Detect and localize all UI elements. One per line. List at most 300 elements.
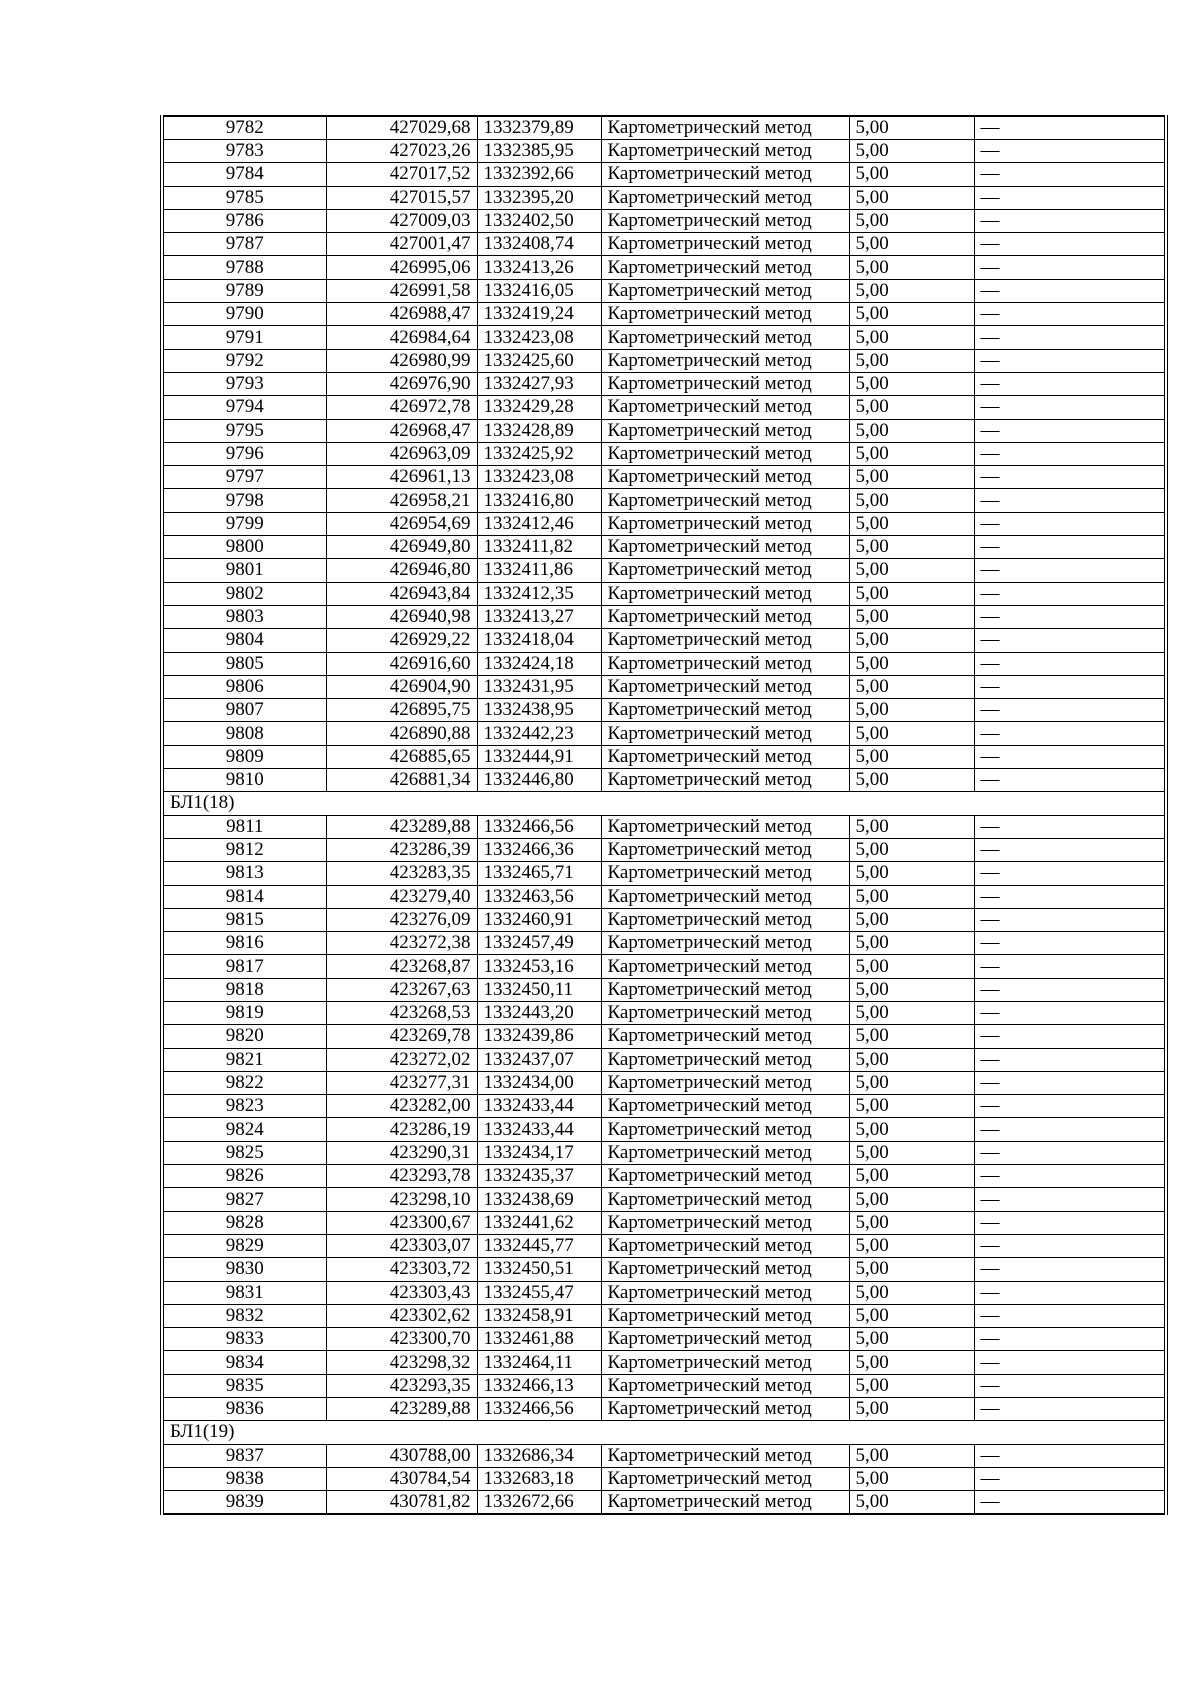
table-row — [162, 1025, 1166, 1048]
point-number-cell: 9785 — [162, 186, 326, 209]
method-cell: Картометрический метод — [601, 489, 849, 512]
accuracy-cell: 5,00 — [849, 675, 974, 698]
y-coordinate-cell: 1332411,86 — [477, 559, 601, 582]
method-cell: Картометрический метод — [601, 116, 849, 140]
table-row — [162, 396, 1166, 419]
description-cell: — — [974, 1141, 1166, 1164]
point-number-cell: 9796 — [162, 442, 326, 465]
x-coordinate-cell: 426916,60 — [326, 652, 477, 675]
description-cell: — — [974, 536, 1166, 559]
accuracy-cell: 5,00 — [849, 1374, 974, 1397]
table-row — [162, 1258, 1166, 1281]
table-row — [162, 163, 1166, 186]
accuracy-cell: 5,00 — [849, 489, 974, 512]
y-coordinate-cell: 1332408,74 — [477, 233, 601, 256]
point-number-cell: 9823 — [162, 1095, 326, 1118]
x-coordinate-cell: 426995,06 — [326, 256, 477, 279]
method-cell: Картометрический метод — [601, 349, 849, 372]
table-row — [162, 722, 1166, 745]
point-number-cell: 9822 — [162, 1071, 326, 1094]
accuracy-cell: 5,00 — [849, 1001, 974, 1024]
method-cell: Картометрический метод — [601, 372, 849, 395]
description-cell: — — [974, 1351, 1166, 1374]
x-coordinate-cell: 426958,21 — [326, 489, 477, 512]
point-number-cell: 9808 — [162, 722, 326, 745]
description-cell: — — [974, 1001, 1166, 1024]
y-coordinate-cell: 1332428,89 — [477, 419, 601, 442]
x-coordinate-cell: 423286,19 — [326, 1118, 477, 1141]
table-row — [162, 1374, 1166, 1397]
y-coordinate-cell: 1332455,47 — [477, 1281, 601, 1304]
accuracy-cell: 5,00 — [849, 209, 974, 232]
x-coordinate-cell: 426940,98 — [326, 605, 477, 628]
y-coordinate-cell: 1332412,35 — [477, 582, 601, 605]
accuracy-cell: 5,00 — [849, 1025, 974, 1048]
x-coordinate-cell: 423286,39 — [326, 838, 477, 861]
y-coordinate-cell: 1332431,95 — [477, 675, 601, 698]
table-row — [162, 419, 1166, 442]
group-header-row — [162, 1421, 1166, 1444]
y-coordinate-cell: 1332425,60 — [477, 349, 601, 372]
method-cell: Картометрический метод — [601, 1398, 849, 1421]
description-cell: — — [974, 466, 1166, 489]
y-coordinate-cell: 1332402,50 — [477, 209, 601, 232]
point-number-cell: 9837 — [162, 1444, 326, 1467]
table-row — [162, 326, 1166, 349]
x-coordinate-cell: 426976,90 — [326, 372, 477, 395]
accuracy-cell: 5,00 — [849, 559, 974, 582]
description-cell: — — [974, 745, 1166, 768]
description-cell: — — [974, 1444, 1166, 1467]
x-coordinate-cell: 427029,68 — [326, 116, 477, 140]
x-coordinate-cell: 426943,84 — [326, 582, 477, 605]
table-row — [162, 256, 1166, 279]
method-cell: Картометрический метод — [601, 1071, 849, 1094]
accuracy-cell: 5,00 — [849, 442, 974, 465]
accuracy-cell: 5,00 — [849, 838, 974, 861]
point-number-cell: 9832 — [162, 1304, 326, 1327]
table-row — [162, 838, 1166, 861]
x-coordinate-cell: 427015,57 — [326, 186, 477, 209]
method-cell: Картометрический метод — [601, 186, 849, 209]
table-row — [162, 1491, 1166, 1515]
method-cell: Картометрический метод — [601, 862, 849, 885]
x-coordinate-cell: 423300,67 — [326, 1211, 477, 1234]
table-row — [162, 303, 1166, 326]
y-coordinate-cell: 1332672,66 — [477, 1491, 601, 1515]
point-number-cell: 9826 — [162, 1165, 326, 1188]
method-cell: Картометрический метод — [601, 1211, 849, 1234]
y-coordinate-cell: 1332443,20 — [477, 1001, 601, 1024]
point-number-cell: 9791 — [162, 326, 326, 349]
accuracy-cell: 5,00 — [849, 1118, 974, 1141]
description-cell: — — [974, 955, 1166, 978]
accuracy-cell: 5,00 — [849, 955, 974, 978]
table-row — [162, 116, 1166, 140]
description-cell: — — [974, 838, 1166, 861]
table-row — [162, 1095, 1166, 1118]
x-coordinate-cell: 423298,10 — [326, 1188, 477, 1211]
table-row — [162, 932, 1166, 955]
table-row — [162, 349, 1166, 372]
method-cell: Картометрический метод — [601, 303, 849, 326]
accuracy-cell: 5,00 — [849, 605, 974, 628]
x-coordinate-cell: 423303,43 — [326, 1281, 477, 1304]
x-coordinate-cell: 426954,69 — [326, 512, 477, 535]
x-coordinate-cell: 423303,07 — [326, 1234, 477, 1257]
method-cell: Картометрический метод — [601, 1165, 849, 1188]
x-coordinate-cell: 430788,00 — [326, 1444, 477, 1467]
x-coordinate-cell: 426929,22 — [326, 629, 477, 652]
x-coordinate-cell: 423277,31 — [326, 1071, 477, 1094]
table-row — [162, 1304, 1166, 1327]
point-number-cell: 9792 — [162, 349, 326, 372]
table-row — [162, 1048, 1166, 1071]
description-cell: — — [974, 1467, 1166, 1490]
point-number-cell: 9787 — [162, 233, 326, 256]
y-coordinate-cell: 1332460,91 — [477, 908, 601, 931]
x-coordinate-cell: 426885,65 — [326, 745, 477, 768]
table-row — [162, 536, 1166, 559]
x-coordinate-cell: 427017,52 — [326, 163, 477, 186]
point-number-cell: 9798 — [162, 489, 326, 512]
accuracy-cell: 5,00 — [849, 722, 974, 745]
y-coordinate-cell: 1332433,44 — [477, 1095, 601, 1118]
y-coordinate-cell: 1332411,82 — [477, 536, 601, 559]
description-cell: — — [974, 489, 1166, 512]
point-number-cell: 9829 — [162, 1234, 326, 1257]
description-cell: — — [974, 605, 1166, 628]
description-cell: — — [974, 978, 1166, 1001]
y-coordinate-cell: 1332466,36 — [477, 838, 601, 861]
accuracy-cell: 5,00 — [849, 652, 974, 675]
method-cell: Картометрический метод — [601, 209, 849, 232]
group-label: БЛ1(18) — [162, 792, 1166, 815]
x-coordinate-cell: 430784,54 — [326, 1467, 477, 1490]
y-coordinate-cell: 1332465,71 — [477, 862, 601, 885]
method-cell: Картометрический метод — [601, 652, 849, 675]
point-number-cell: 9830 — [162, 1258, 326, 1281]
x-coordinate-cell: 423289,88 — [326, 815, 477, 838]
table-row — [162, 1444, 1166, 1467]
table-row — [162, 629, 1166, 652]
description-cell: — — [974, 1398, 1166, 1421]
y-coordinate-cell: 1332412,46 — [477, 512, 601, 535]
accuracy-cell: 5,00 — [849, 140, 974, 163]
x-coordinate-cell: 426968,47 — [326, 419, 477, 442]
description-cell: — — [974, 1234, 1166, 1257]
accuracy-cell: 5,00 — [849, 1467, 974, 1490]
description-cell: — — [974, 279, 1166, 302]
accuracy-cell: 5,00 — [849, 279, 974, 302]
y-coordinate-cell: 1332419,24 — [477, 303, 601, 326]
y-coordinate-cell: 1332466,13 — [477, 1374, 601, 1397]
y-coordinate-cell: 1332438,69 — [477, 1188, 601, 1211]
y-coordinate-cell: 1332385,95 — [477, 140, 601, 163]
accuracy-cell: 5,00 — [849, 116, 974, 140]
point-number-cell: 9784 — [162, 163, 326, 186]
table-row — [162, 769, 1166, 792]
x-coordinate-cell: 426904,90 — [326, 675, 477, 698]
method-cell: Картометрический метод — [601, 1328, 849, 1351]
method-cell: Картометрический метод — [601, 442, 849, 465]
method-cell: Картометрический метод — [601, 955, 849, 978]
table-row — [162, 1188, 1166, 1211]
method-cell: Картометрический метод — [601, 419, 849, 442]
description-cell: — — [974, 1211, 1166, 1234]
point-number-cell: 9802 — [162, 582, 326, 605]
point-number-cell: 9803 — [162, 605, 326, 628]
y-coordinate-cell: 1332466,56 — [477, 815, 601, 838]
table-row — [162, 372, 1166, 395]
description-cell: — — [974, 908, 1166, 931]
accuracy-cell: 5,00 — [849, 1048, 974, 1071]
y-coordinate-cell: 1332450,11 — [477, 978, 601, 1001]
method-cell: Картометрический метод — [601, 978, 849, 1001]
table-row — [162, 489, 1166, 512]
table-row — [162, 140, 1166, 163]
point-number-cell: 9810 — [162, 769, 326, 792]
y-coordinate-cell: 1332445,77 — [477, 1234, 601, 1257]
method-cell: Картометрический метод — [601, 885, 849, 908]
point-number-cell: 9818 — [162, 978, 326, 1001]
description-cell: — — [974, 1071, 1166, 1094]
point-number-cell: 9824 — [162, 1118, 326, 1141]
y-coordinate-cell: 1332434,00 — [477, 1071, 601, 1094]
point-number-cell: 9807 — [162, 699, 326, 722]
method-cell: Картометрический метод — [601, 722, 849, 745]
method-cell: Картометрический метод — [601, 699, 849, 722]
description-cell: — — [974, 1095, 1166, 1118]
accuracy-cell: 5,00 — [849, 396, 974, 419]
y-coordinate-cell: 1332464,11 — [477, 1351, 601, 1374]
point-number-cell: 9836 — [162, 1398, 326, 1421]
description-cell: — — [974, 1048, 1166, 1071]
accuracy-cell: 5,00 — [849, 932, 974, 955]
table-row — [162, 675, 1166, 698]
accuracy-cell: 5,00 — [849, 256, 974, 279]
table-row — [162, 1071, 1166, 1094]
y-coordinate-cell: 1332466,56 — [477, 1398, 601, 1421]
x-coordinate-cell: 427001,47 — [326, 233, 477, 256]
accuracy-cell: 5,00 — [849, 1095, 974, 1118]
description-cell: — — [974, 699, 1166, 722]
x-coordinate-cell: 427023,26 — [326, 140, 477, 163]
method-cell: Картометрический метод — [601, 629, 849, 652]
method-cell: Картометрический метод — [601, 1304, 849, 1327]
description-cell: — — [974, 256, 1166, 279]
description-cell: — — [974, 186, 1166, 209]
accuracy-cell: 5,00 — [849, 1351, 974, 1374]
accuracy-cell: 5,00 — [849, 1165, 974, 1188]
y-coordinate-cell: 1332463,56 — [477, 885, 601, 908]
y-coordinate-cell: 1332395,20 — [477, 186, 601, 209]
description-cell: — — [974, 442, 1166, 465]
table-row — [162, 699, 1166, 722]
accuracy-cell: 5,00 — [849, 699, 974, 722]
x-coordinate-cell: 426984,64 — [326, 326, 477, 349]
point-number-cell: 9827 — [162, 1188, 326, 1211]
table-row — [162, 1211, 1166, 1234]
y-coordinate-cell: 1332424,18 — [477, 652, 601, 675]
table-row — [162, 1118, 1166, 1141]
description-cell: — — [974, 582, 1166, 605]
point-number-cell: 9814 — [162, 885, 326, 908]
method-cell: Картометрический метод — [601, 1234, 849, 1257]
accuracy-cell: 5,00 — [849, 1491, 974, 1515]
point-number-cell: 9783 — [162, 140, 326, 163]
accuracy-cell: 5,00 — [849, 536, 974, 559]
y-coordinate-cell: 1332433,44 — [477, 1118, 601, 1141]
accuracy-cell: 5,00 — [849, 186, 974, 209]
description-cell: — — [974, 675, 1166, 698]
point-number-cell: 9819 — [162, 1001, 326, 1024]
accuracy-cell: 5,00 — [849, 862, 974, 885]
x-coordinate-cell: 423268,53 — [326, 1001, 477, 1024]
y-coordinate-cell: 1332446,80 — [477, 769, 601, 792]
point-number-cell: 9788 — [162, 256, 326, 279]
method-cell: Картометрический метод — [601, 466, 849, 489]
accuracy-cell: 5,00 — [849, 745, 974, 768]
method-cell: Картометрический метод — [601, 932, 849, 955]
method-cell: Картометрический метод — [601, 1351, 849, 1374]
accuracy-cell: 5,00 — [849, 885, 974, 908]
table-row — [162, 745, 1166, 768]
group-header-row — [162, 792, 1166, 815]
point-number-cell: 9839 — [162, 1491, 326, 1515]
point-number-cell: 9809 — [162, 745, 326, 768]
y-coordinate-cell: 1332444,91 — [477, 745, 601, 768]
point-number-cell: 9820 — [162, 1025, 326, 1048]
x-coordinate-cell: 426963,09 — [326, 442, 477, 465]
y-coordinate-cell: 1332429,28 — [477, 396, 601, 419]
x-coordinate-cell: 426881,34 — [326, 769, 477, 792]
accuracy-cell: 5,00 — [849, 512, 974, 535]
x-coordinate-cell: 423279,40 — [326, 885, 477, 908]
description-cell: — — [974, 932, 1166, 955]
y-coordinate-cell: 1332458,91 — [477, 1304, 601, 1327]
y-coordinate-cell: 1332435,37 — [477, 1165, 601, 1188]
table-row — [162, 233, 1166, 256]
table-row — [162, 466, 1166, 489]
point-number-cell: 9828 — [162, 1211, 326, 1234]
description-cell: — — [974, 559, 1166, 582]
method-cell: Картометрический метод — [601, 140, 849, 163]
method-cell: Картометрический метод — [601, 1444, 849, 1467]
accuracy-cell: 5,00 — [849, 1211, 974, 1234]
accuracy-cell: 5,00 — [849, 466, 974, 489]
description-cell: — — [974, 1258, 1166, 1281]
point-number-cell: 9811 — [162, 815, 326, 838]
x-coordinate-cell: 423293,78 — [326, 1165, 477, 1188]
point-number-cell: 9838 — [162, 1467, 326, 1490]
accuracy-cell: 5,00 — [849, 815, 974, 838]
y-coordinate-cell: 1332437,07 — [477, 1048, 601, 1071]
y-coordinate-cell: 1332427,93 — [477, 372, 601, 395]
table-row — [162, 1141, 1166, 1164]
x-coordinate-cell: 426980,99 — [326, 349, 477, 372]
y-coordinate-cell: 1332434,17 — [477, 1141, 601, 1164]
y-coordinate-cell: 1332425,92 — [477, 442, 601, 465]
x-coordinate-cell: 426890,88 — [326, 722, 477, 745]
point-number-cell: 9817 — [162, 955, 326, 978]
method-cell: Картометрический метод — [601, 1048, 849, 1071]
table-row — [162, 1467, 1166, 1490]
y-coordinate-cell: 1332450,51 — [477, 1258, 601, 1281]
description-cell: — — [974, 652, 1166, 675]
method-cell: Картометрический метод — [601, 1281, 849, 1304]
method-cell: Картометрический метод — [601, 815, 849, 838]
table-row — [162, 442, 1166, 465]
point-number-cell: 9795 — [162, 419, 326, 442]
table-row — [162, 559, 1166, 582]
x-coordinate-cell: 423282,00 — [326, 1095, 477, 1118]
accuracy-cell: 5,00 — [849, 1398, 974, 1421]
x-coordinate-cell: 426972,78 — [326, 396, 477, 419]
description-cell: — — [974, 512, 1166, 535]
method-cell: Картометрический метод — [601, 605, 849, 628]
x-coordinate-cell: 426895,75 — [326, 699, 477, 722]
table-row — [162, 1351, 1166, 1374]
method-cell: Картометрический метод — [601, 1025, 849, 1048]
x-coordinate-cell: 423267,63 — [326, 978, 477, 1001]
point-number-cell: 9816 — [162, 932, 326, 955]
table-row — [162, 1398, 1166, 1421]
method-cell: Картометрический метод — [601, 582, 849, 605]
point-number-cell: 9831 — [162, 1281, 326, 1304]
table-row — [162, 862, 1166, 885]
description-cell: — — [974, 396, 1166, 419]
point-number-cell: 9804 — [162, 629, 326, 652]
method-cell: Картометрический метод — [601, 559, 849, 582]
point-number-cell: 9782 — [162, 116, 326, 140]
accuracy-cell: 5,00 — [849, 419, 974, 442]
group-label: БЛ1(19) — [162, 1421, 1166, 1444]
description-cell: — — [974, 1165, 1166, 1188]
x-coordinate-cell: 423293,35 — [326, 1374, 477, 1397]
point-number-cell: 9812 — [162, 838, 326, 861]
description-cell: — — [974, 303, 1166, 326]
accuracy-cell: 5,00 — [849, 582, 974, 605]
description-cell: — — [974, 769, 1166, 792]
accuracy-cell: 5,00 — [849, 1234, 974, 1257]
description-cell: — — [974, 815, 1166, 838]
description-cell: — — [974, 885, 1166, 908]
y-coordinate-cell: 1332439,86 — [477, 1025, 601, 1048]
accuracy-cell: 5,00 — [849, 1071, 974, 1094]
x-coordinate-cell: 427009,03 — [326, 209, 477, 232]
method-cell: Картометрический метод — [601, 745, 849, 768]
method-cell: Картометрический метод — [601, 769, 849, 792]
table-row — [162, 652, 1166, 675]
y-coordinate-cell: 1332457,49 — [477, 932, 601, 955]
x-coordinate-cell: 426949,80 — [326, 536, 477, 559]
table-row — [162, 1165, 1166, 1188]
method-cell: Картометрический метод — [601, 675, 849, 698]
x-coordinate-cell: 423289,88 — [326, 1398, 477, 1421]
y-coordinate-cell: 1332461,88 — [477, 1328, 601, 1351]
y-coordinate-cell: 1332392,66 — [477, 163, 601, 186]
x-coordinate-cell: 426961,13 — [326, 466, 477, 489]
table-row — [162, 1281, 1166, 1304]
point-number-cell: 9789 — [162, 279, 326, 302]
point-number-cell: 9794 — [162, 396, 326, 419]
method-cell: Картометрический метод — [601, 1095, 849, 1118]
x-coordinate-cell: 423276,09 — [326, 908, 477, 931]
y-coordinate-cell: 1332423,08 — [477, 326, 601, 349]
y-coordinate-cell: 1332379,89 — [477, 116, 601, 140]
table-row — [162, 1001, 1166, 1024]
